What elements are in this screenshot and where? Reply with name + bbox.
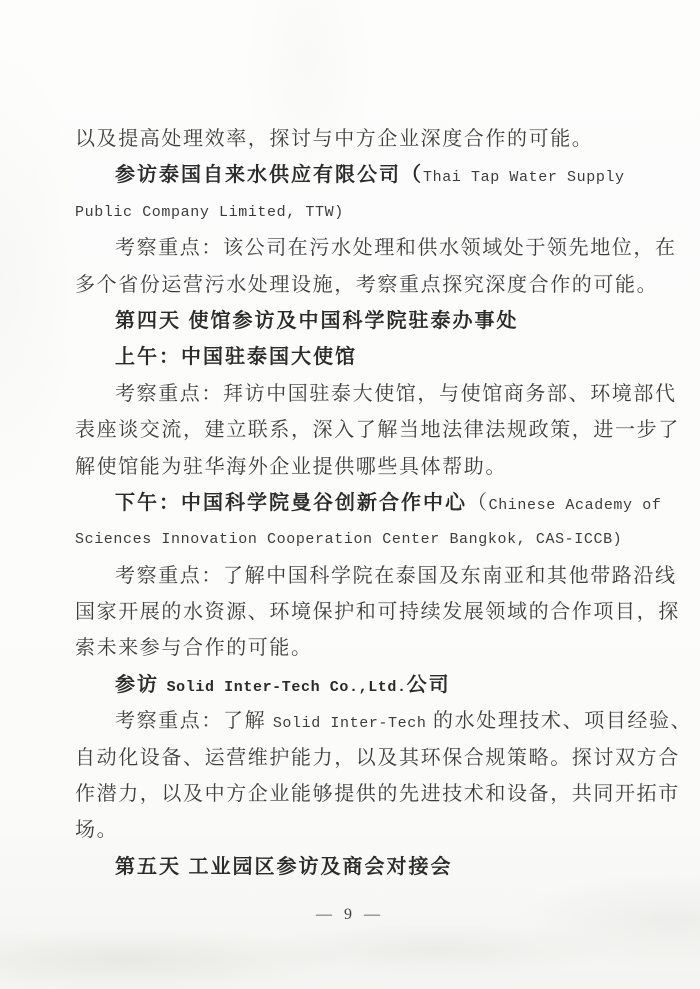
doc-line-body <box>75 740 680 776</box>
text-segment: 多个省份运营污水处理设施，考察重点探究深度合作的可能。 <box>75 273 659 296</box>
text-segment: 公司 <box>406 673 451 696</box>
text-segment: 考察重点：该公司在污水处理和供水领域处于领先地位，在 <box>115 237 677 260</box>
text-segment: 索未来参与合作的可能。 <box>75 637 313 660</box>
text-segment: Solid Inter-Tech Co.,Ltd. <box>166 678 407 696</box>
text-segment: Public Company Limited, TTW) <box>75 203 344 221</box>
text-segment: 以及提高处理效率，探讨与中方企业深度合作的可能。 <box>75 128 594 150</box>
doc-line-heading <box>75 849 628 885</box>
text-segment: 上午：中国驻泰国大使馆 <box>115 346 357 369</box>
doc-line-body <box>75 449 628 485</box>
text-segment: 考察重点：了解 <box>115 710 273 733</box>
text-segment: 下午：中国科学院曼谷创新合作中心 <box>115 491 467 514</box>
text-segment: Thai Tap Water Supply <box>423 169 625 187</box>
doc-line-body <box>75 230 677 266</box>
text-segment: 第四天 使馆参访及中国科学院驻泰办事处 <box>115 309 519 332</box>
text-segment: Solid Inter-Tech <box>272 715 427 733</box>
text-segment: Sciences Innovation Cooperation Center Bangkok, CAS-ICCB) <box>75 531 623 549</box>
text-segment: 国家开展的水资源、环境保护和可持续发展领域的合作项目，探 <box>75 601 680 624</box>
text-segment: （ <box>467 491 489 514</box>
doc-line-body <box>75 630 628 666</box>
doc-line-heading <box>75 339 628 375</box>
text-segment: 作潜力，以及中方企业能够提供的先进技术和设备，共同开拓市 <box>75 783 680 806</box>
text-segment: 表座谈交流，建立联系，深入了解当地法律法规政策，进一步了 <box>75 419 680 442</box>
page-number: — 9 — <box>316 906 384 923</box>
text-segment: 解使馆能为驻华海外企业提供哪些具体帮助。 <box>75 455 507 478</box>
doc-line-body <box>75 812 628 848</box>
text-segment: 场。 <box>75 819 119 842</box>
text-segment: 考察重点：拜访中国驻泰大使馆，与使馆商务部、环境部代 <box>115 382 677 405</box>
doc-line-heading <box>75 521 628 557</box>
doc-line-heading <box>75 667 628 703</box>
text-segment: 的水处理技术、项目经验、 <box>426 710 693 733</box>
doc-line-heading <box>75 194 628 230</box>
text-segment: 参访 <box>115 673 167 696</box>
doc-line-heading <box>75 485 662 521</box>
doc-line-body <box>75 121 628 157</box>
doc-line-body <box>75 703 693 739</box>
text-segment: 考察重点：了解中国科学院在泰国及东南亚和其他带路沿线 <box>115 564 677 587</box>
doc-line-body <box>75 776 680 812</box>
text-segment: Chinese Academy of <box>488 496 662 514</box>
doc-line-heading <box>75 157 628 193</box>
doc-line-body <box>75 412 680 448</box>
text-segment: 参访泰国自来水供应有限公司（ <box>115 164 423 187</box>
doc-line-body <box>75 594 680 630</box>
doc-line-body <box>75 558 677 594</box>
doc-line-heading <box>75 303 628 339</box>
text-segment: 第五天 工业园区参访及商会对接会 <box>115 855 453 878</box>
doc-line-body <box>75 376 677 412</box>
document-body <box>75 121 693 885</box>
text-segment: 自动化设备、运营维护能力，以及其环保合规策略。探讨双方合 <box>75 746 680 769</box>
doc-line-body <box>75 267 659 303</box>
